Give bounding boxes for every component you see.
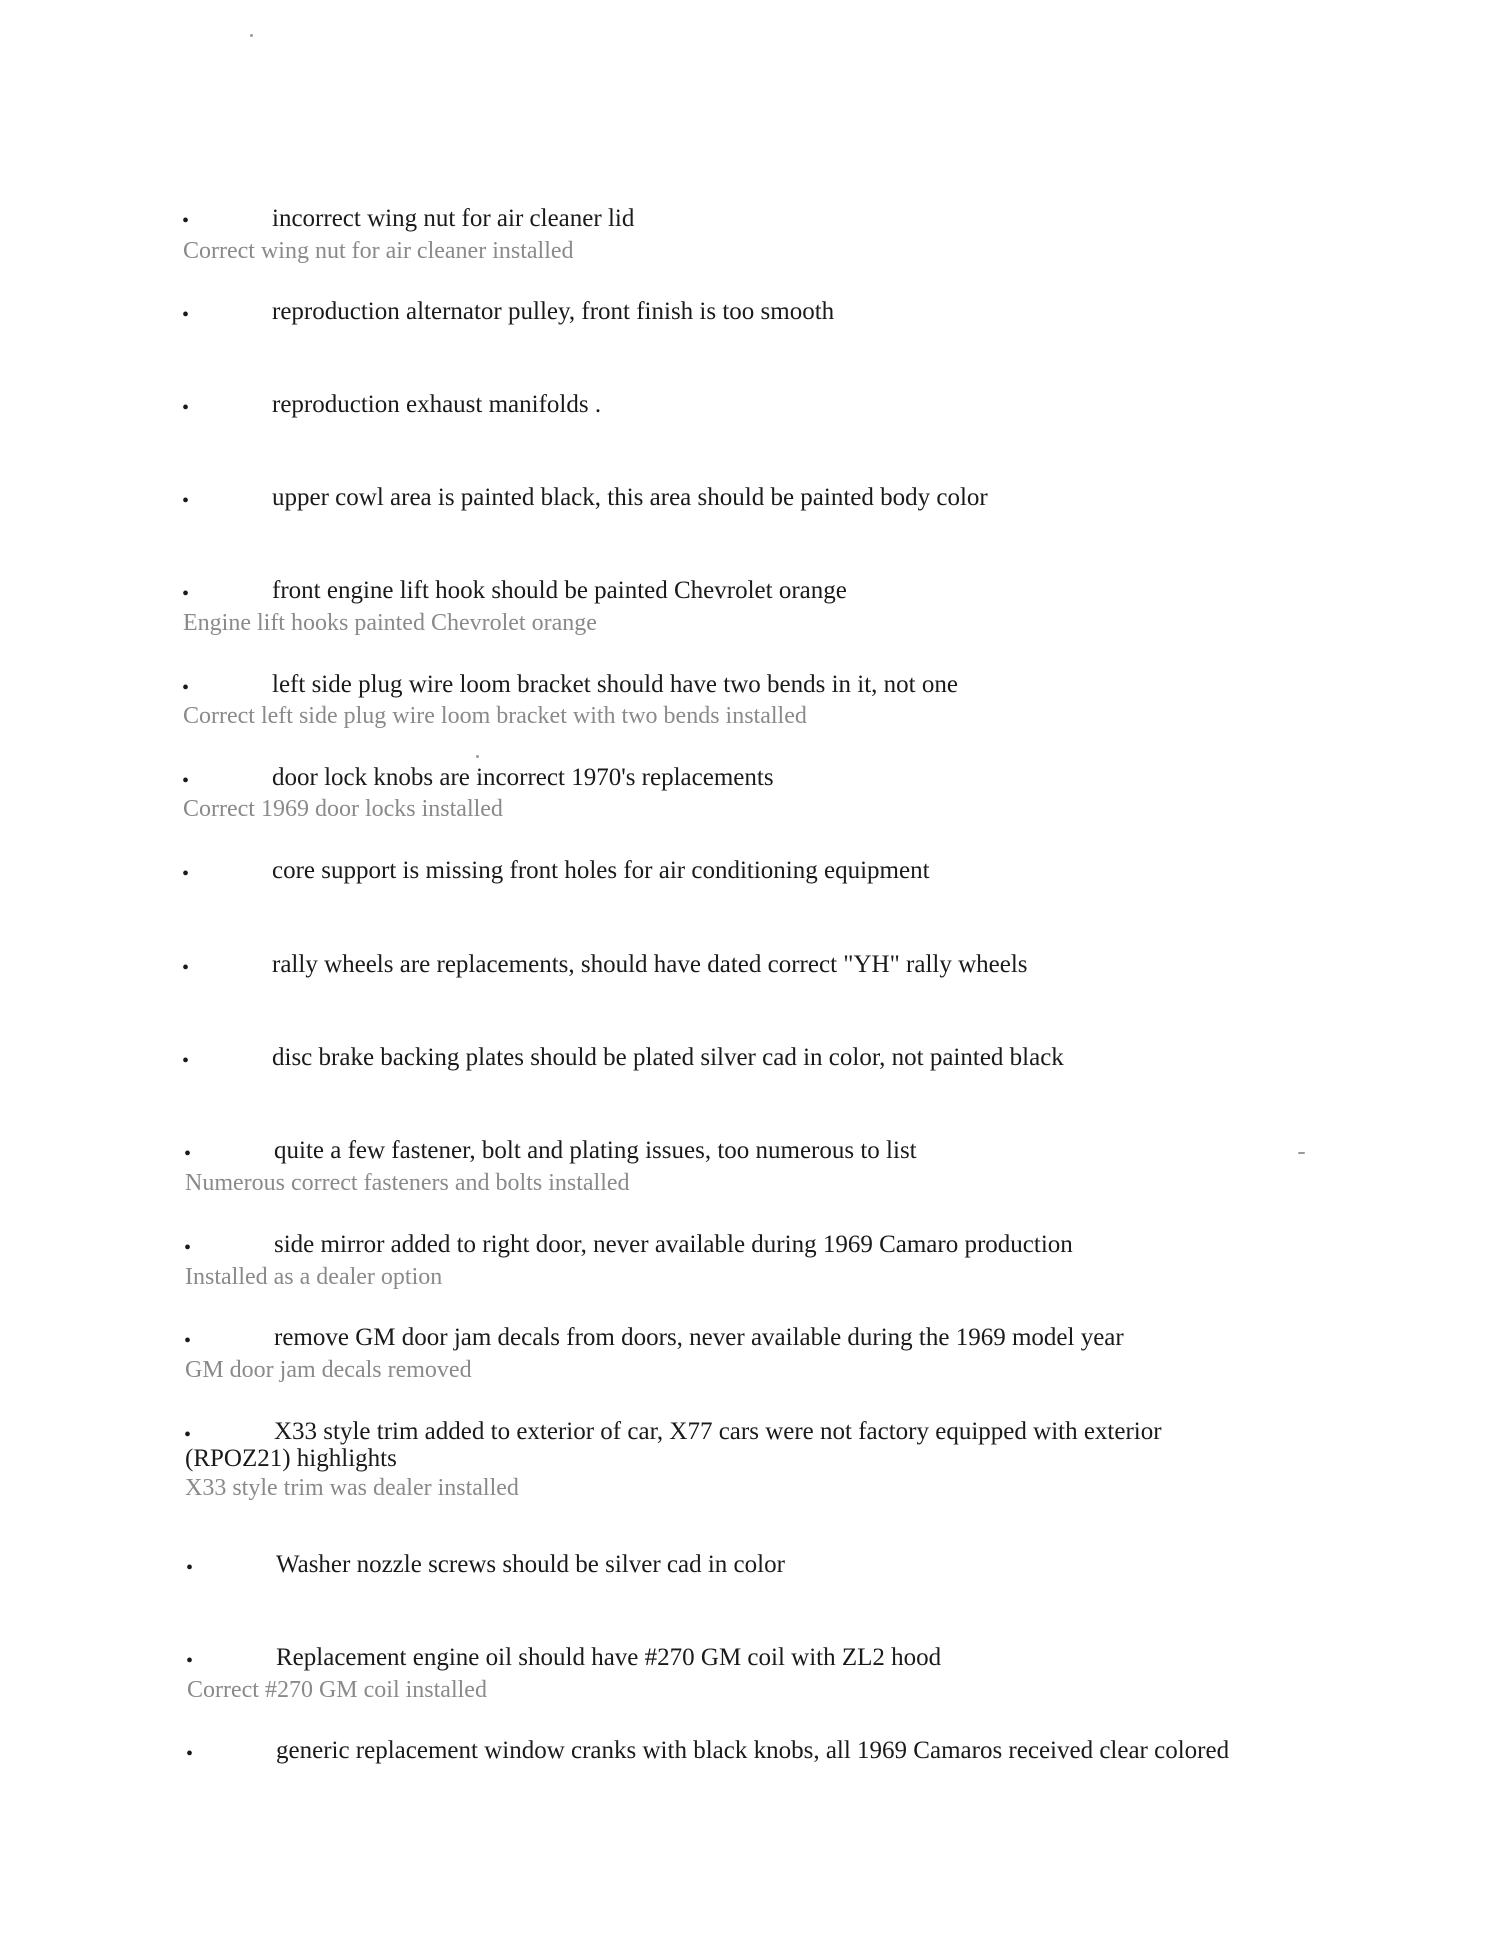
bullet: • [182,397,190,419]
issue-text: generic replacement window cranks with black knobs, all 1969 Camaros received clear colored [276,1737,1230,1764]
issue-text: incorrect wing nut for air cleaner lid [272,205,635,232]
bullet: • [184,1237,192,1259]
issue-text: core support is missing front holes for air conditioning equipment [272,857,930,884]
bullet: • [182,490,190,512]
issue-text: upper cowl area is painted black, this area should be painted body color [272,484,988,511]
bullet: • [182,583,190,605]
issue-text: disc brake backing plates should be plated silver cad in color, not painted black [272,1044,1064,1071]
issue-text: Washer nozzle screws should be silver cad in color [276,1551,785,1578]
bullet: • [182,677,190,699]
issue-text: door lock knobs are incorrect 1970's replacements [272,764,774,791]
resolution-note: Correct wing nut for air cleaner installed [183,238,574,264]
issue-text: Replacement engine oil should have #270 GM coil with ZL2 hood [276,1644,942,1671]
issue-text: quite a few fastener, bolt and plating issues, too numerous to list [274,1137,917,1164]
issue-text: X33 style trim added to exterior of car, X77 cars were not factory equipped with exterior [274,1418,1162,1445]
bullet: • [184,1424,192,1446]
bullet: • [184,1330,192,1352]
issue-text: left side plug wire loom bracket should have two bends in it, not one [272,671,958,698]
issue-text: rally wheels are replacements, should have dated correct "YH" rally wheels [272,951,1028,978]
resolution-note: Engine lift hooks painted Chevrolet orange [183,610,597,636]
issue-text: reproduction alternator pulley, front finish is too smooth [272,298,835,325]
issue-text: front engine lift hook should be painted Chevrolet orange [272,577,847,604]
bullet: • [182,210,190,232]
bullet: • [186,1743,194,1765]
resolution-note: Correct left side plug wire loom bracket with two bends installed [183,703,807,729]
bullet: • [182,770,190,792]
scan-speck [476,755,479,758]
resolution-note: X33 style trim was dealer installed [185,1475,519,1501]
resolution-note: Correct #270 GM coil installed [187,1677,487,1703]
scan-speck [1298,1152,1305,1154]
bullet: • [182,863,190,885]
bullet: • [182,1050,190,1072]
issue-text: side mirror added to right door, never available during 1969 Camaro production [274,1231,1073,1258]
issue-text: remove GM door jam decals from doors, never available during the 1969 model year [274,1324,1124,1351]
resolution-note: Installed as a dealer option [185,1264,443,1290]
bullet: • [186,1650,194,1672]
resolution-note: GM door jam decals removed [185,1357,472,1383]
bullet: • [184,1143,192,1165]
resolution-note: Numerous correct fasteners and bolts installed [185,1170,630,1196]
resolution-note: Correct 1969 door locks installed [183,796,503,822]
bullet: • [182,304,190,326]
issue-text: reproduction exhaust manifolds . [272,391,602,418]
bullet: • [182,957,190,979]
issue-text-continued: (RPOZ21) highlights [185,1445,397,1472]
bullet: • [186,1557,194,1579]
scan-speck [250,34,253,37]
